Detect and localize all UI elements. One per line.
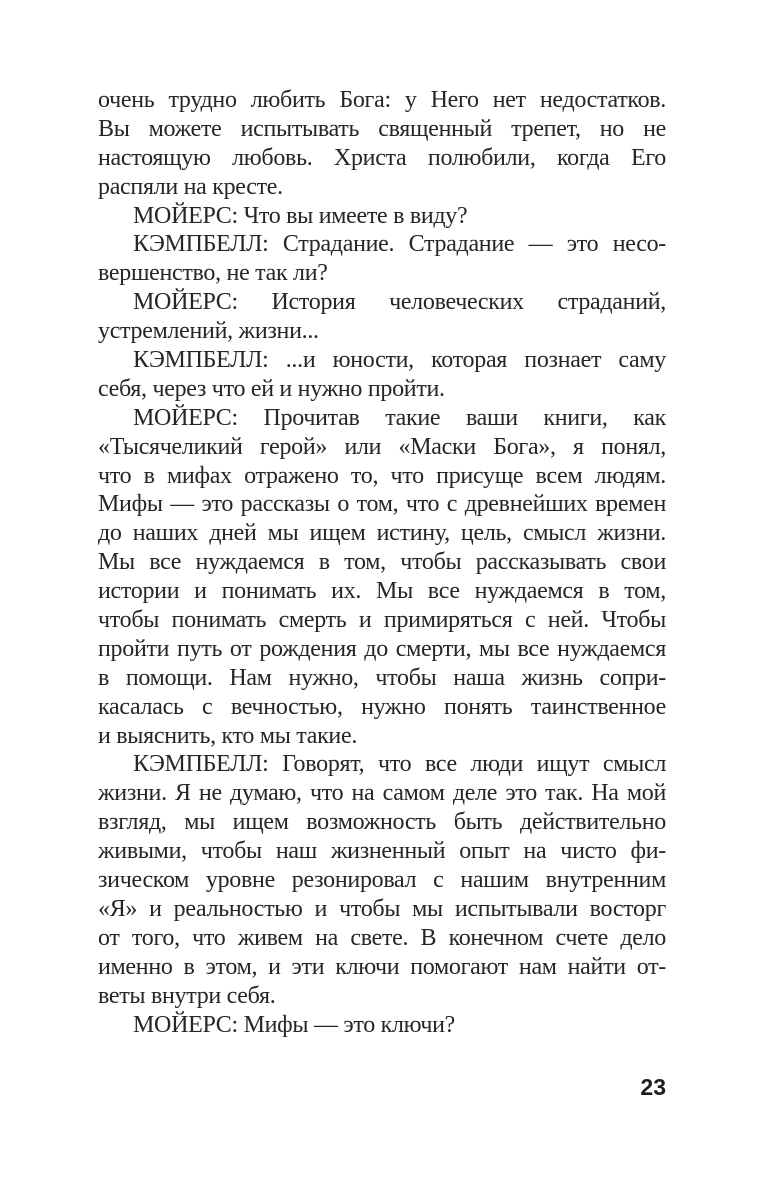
text-line: «Тысячеликий герой» или «Маски Бога», я понял, [98, 433, 666, 460]
paragraph [98, 288, 666, 346]
text-line: МОЙЕРС: Прочитав такие ваши книги, как [133, 404, 666, 431]
text-line: в помощи. Нам нужно, чтобы наша жизнь сопри- [98, 664, 666, 691]
text-line: Мы все нуждаемся в том, чтобы рассказывать свои [98, 549, 666, 576]
text-line: МОЙЕРС: Мифы — это ключи? [133, 1011, 456, 1038]
text-line: от того, что живем на свете. В конечном счете дело [98, 924, 666, 951]
paragraph [98, 750, 666, 1010]
paragraph [98, 230, 666, 288]
text-line: МОЙЕРС: Что вы имеете в виду? [133, 202, 468, 229]
paragraph [98, 202, 666, 231]
text-line: себя, через что ей и нужно пройти. [98, 375, 445, 402]
paragraph [98, 346, 666, 404]
text-block [98, 86, 666, 1039]
text-line: КЭМПБЕЛЛ: Страдание. Страдание — это несо- [133, 231, 666, 258]
text-line: живыми, чтобы наш жизненный опыт на чисто фи- [98, 838, 666, 865]
text-line: веты внутри себя. [98, 982, 276, 1009]
text-line: взгляд, мы ищем возможность быть действительно [98, 809, 666, 836]
text-line: и выяснить, кто мы такие. [98, 722, 358, 749]
text-line: жизни. Я не думаю, что на самом деле это так. На мой [98, 780, 666, 807]
paragraph [98, 86, 666, 202]
text-line: КЭМПБЕЛЛ: ...и юности, которая познает саму [133, 347, 666, 374]
text-line: до наших дней мы ищем истину, цель, смысл жизни. [98, 520, 666, 547]
text-line: пройти путь от рождения до смерти, мы все нуждаемся [98, 635, 666, 662]
text-line: КЭМПБЕЛЛ: Говорят, что все люди ищут смысл [133, 751, 666, 778]
text-line: что в мифах отражено то, что присуще всем людям. [98, 462, 666, 489]
text-line: настоящую любовь. Христа полюбили, когда Его [98, 144, 666, 171]
text-line: чтобы понимать смерть и примиряться с ней. Чтобы [98, 607, 666, 634]
text-line: вершенство, не так ли? [98, 260, 328, 287]
text-line: распяли на кресте. [98, 173, 283, 200]
paragraph [98, 404, 666, 751]
page-number: 23 [640, 1074, 666, 1100]
paragraph [98, 1011, 666, 1040]
text-line: МОЙЕРС: История человеческих страданий, [133, 289, 666, 316]
text-line: «Я» и реальностью и чтобы мы испытывали восторг [98, 895, 666, 922]
text-line: касалась с вечностью, нужно понять таинственное [98, 693, 666, 720]
text-line: устремлений, жизни... [98, 318, 319, 345]
text-line: именно в этом, и эти ключи помогают нам найти от- [98, 953, 666, 980]
text-line: очень трудно любить Бога: у Него нет недостатков. [98, 87, 666, 113]
text-line: Мифы — это рассказы о том, что с древнейших времен [98, 491, 666, 518]
text-line: Вы можете испытывать священный трепет, но не [98, 115, 666, 142]
text-line: зическом уровне резонировал с нашим внутренним [98, 867, 666, 894]
text-line: истории и понимать их. Мы все нуждаемся в том, [98, 578, 666, 605]
